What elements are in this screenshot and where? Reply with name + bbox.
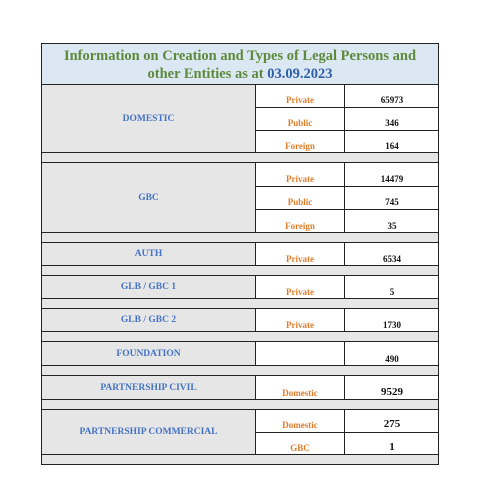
entity-count: 6534 (383, 254, 401, 264)
entity-count: 164 (385, 141, 399, 151)
entity-count: 745 (385, 197, 399, 207)
table-row (256, 108, 438, 131)
partnership-civil-section (41, 376, 439, 400)
glb-gbc1-label: GLB / GBC 1 (42, 276, 256, 298)
foundation-label: FOUNDATION (42, 342, 256, 365)
domestic-section (41, 85, 439, 153)
entity-type: Domestic (256, 376, 345, 400)
table-row (256, 376, 438, 400)
section-separator (41, 266, 439, 276)
entity-type (256, 342, 345, 366)
gbc-label: GBC (42, 163, 256, 232)
glb-gbc1-section (41, 276, 439, 299)
table-row (256, 210, 438, 233)
title-line-1: Information on Creation and Types of Legal Persons and (63, 48, 417, 64)
title-line-2-prefix: other Entities as at (147, 66, 268, 82)
title-line-2 (42, 65, 438, 83)
entity-type: Domestic (256, 410, 345, 432)
section-separator (41, 400, 439, 410)
section-separator (41, 455, 439, 465)
entity-type: Foreign (256, 131, 345, 153)
glb-gbc2-label: GLB / GBC 2 (42, 309, 256, 331)
section-separator (41, 366, 439, 376)
table-row (256, 342, 438, 366)
table-row (256, 243, 438, 266)
entity-type: Private (256, 309, 345, 332)
partnership-commercial-label: PARTNERSHIP COMMERCIAL (42, 410, 256, 454)
legal-persons-table (41, 43, 439, 465)
table-row (256, 85, 438, 108)
entity-type: Private (256, 85, 345, 107)
entity-count: 35 (387, 221, 397, 231)
entity-count: 14479 (380, 174, 404, 184)
title-date: 03.09.2023 (267, 66, 333, 82)
entity-count: 275 (383, 418, 401, 430)
entity-count: 346 (385, 118, 399, 128)
entity-count: 9529 (381, 386, 403, 398)
entity-count: 65973 (380, 95, 404, 105)
entity-count: 490 (385, 354, 399, 364)
section-separator (41, 332, 439, 342)
entity-type: GBC (256, 433, 345, 455)
table-row (256, 433, 438, 455)
gbc-section (41, 163, 439, 233)
entity-type: Private (256, 243, 345, 266)
partnership-commercial-section (41, 410, 439, 455)
table-row (256, 309, 438, 332)
glb-gbc2-section (41, 309, 439, 332)
entity-type: Foreign (256, 210, 345, 233)
domestic-label: DOMESTIC (42, 85, 256, 152)
entity-type: Private (256, 276, 345, 299)
table-title (41, 43, 439, 85)
table-row (256, 187, 438, 210)
entity-count: 1 (389, 441, 395, 453)
auth-label: AUTH (42, 243, 256, 265)
table-row (256, 131, 438, 153)
entity-type: Public (256, 187, 345, 209)
entity-count: 1730 (383, 320, 401, 330)
table-row (256, 410, 438, 433)
section-separator (41, 153, 439, 163)
partnership-civil-label: PARTNERSHIP CIVIL (42, 376, 256, 399)
entity-count: 5 (389, 287, 395, 297)
table-row (256, 276, 438, 299)
table-row (256, 163, 438, 187)
section-separator (41, 299, 439, 309)
section-separator (41, 233, 439, 243)
entity-type: Private (256, 163, 345, 186)
auth-section (41, 243, 439, 266)
entity-type: Public (256, 108, 345, 130)
foundation-section (41, 342, 439, 366)
